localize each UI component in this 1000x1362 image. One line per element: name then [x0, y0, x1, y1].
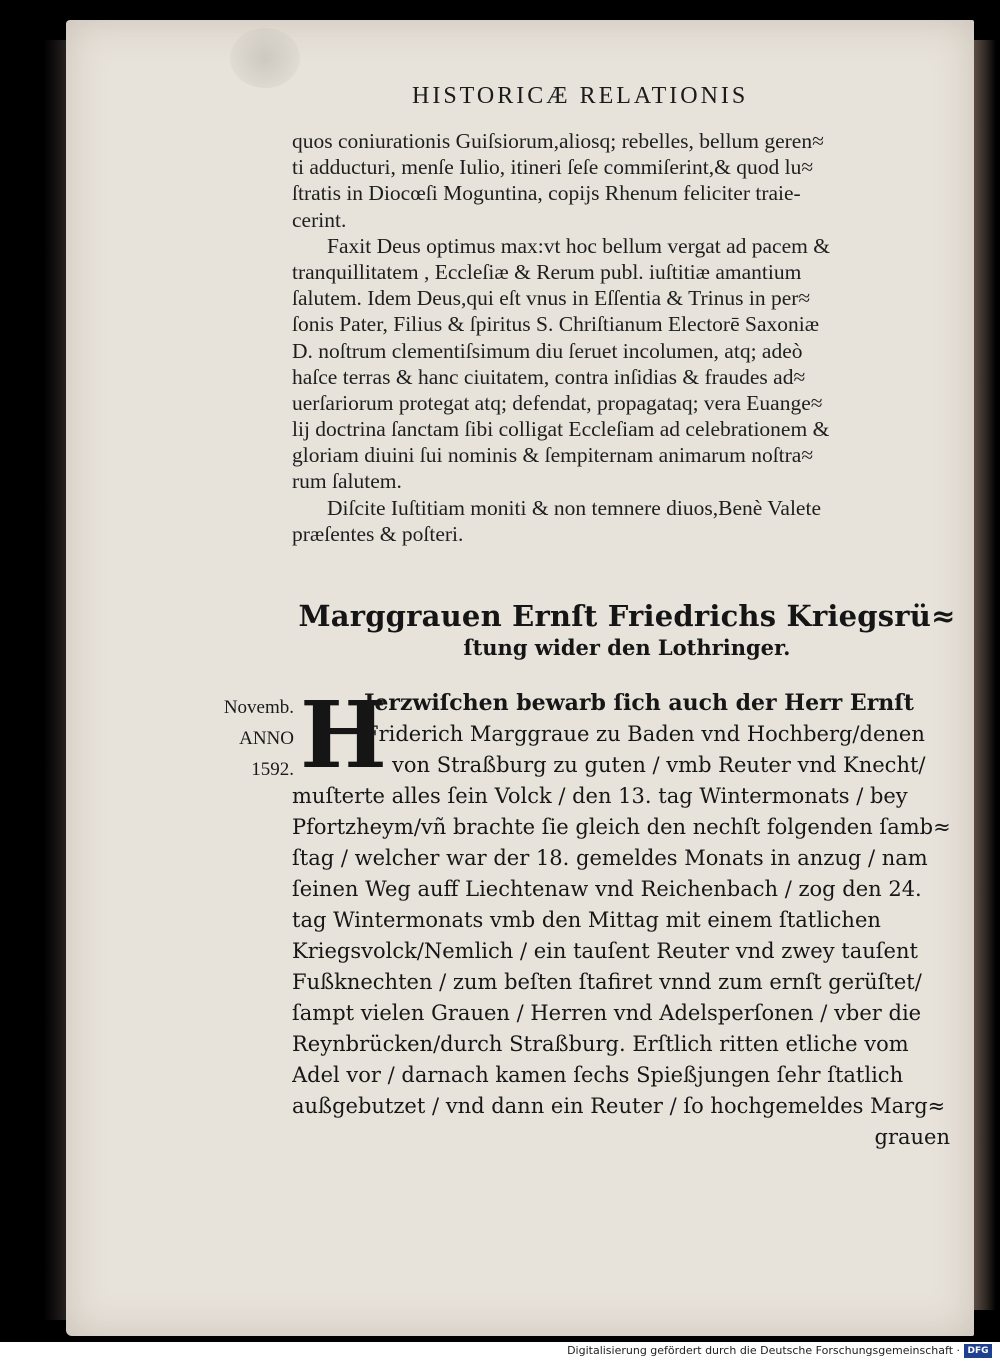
text-line: außgebutzet / vnd dann ein Reuter / ſo hochgemeldes Marg≈ [292, 1094, 946, 1118]
text-line: cerint. [292, 207, 347, 232]
section-heading [292, 598, 962, 662]
text-line: ſtratis in Diocœſi Moguntina, copijs Rhenum feliciter traie- [292, 181, 801, 206]
text-line: ti adducturi, menſe Iulio, itineri ſeſe commiſerint,& quod lu≈ [292, 155, 814, 180]
footer-bar [0, 1342, 1000, 1362]
heading-line-1: Marggrauen Ernſt Friedrichs Kriegsrü≈ [298, 599, 956, 633]
german-text-block [292, 681, 962, 1153]
margin-anno: ANNO [239, 728, 294, 749]
text-line: ſampt vielen Grauen / Herren vnd Adelsperſonen / vber die [292, 1001, 922, 1025]
text-line: muſterte alles ſein Volck / den 13. tag Wintermonats / bey [292, 784, 908, 808]
text-line: Diſcite Iuſtitiam moniti & non temnere diuos,Benè Valete [327, 495, 821, 520]
text-line: Kriegsvolck/Nemlich / ein tauſent Reuter vnd zwey tauſent [292, 939, 918, 963]
text-line: von Straßburg zu guten / vmb Reuter vnd Knecht/ [392, 753, 926, 777]
text-line: Adel vor / darnach kamen ſechs Spießjungen ſehr ſtatlich [292, 1063, 904, 1087]
text-line: rum ſalutem. [292, 469, 402, 494]
text-line: uerſariorum protegat atq; defendat, propagataq; vera Euange≈ [292, 390, 823, 415]
text-line: haſce terras & hanc ciuitatem, contra inſidias & fraudes ad≈ [292, 364, 806, 389]
page-left-edge [44, 40, 66, 1320]
text-line: ſalutem. Idem Deus,qui eſt vnus in Eſſentia & Trinus in per≈ [292, 286, 811, 311]
text-line: tranquillitatem , Eccleſiæ & Rerum publ. iuſtitiæ amantium [292, 259, 802, 284]
dfg-logo: DFG [964, 1344, 992, 1358]
text-line: lij doctrina ſanctam ſibi colligat Eccleſiam ad celebrationem & [292, 417, 830, 442]
text-line: Fußknechten / zum beſten ſtafiret vnnd zum ernſt gerüſtet/ [292, 970, 922, 994]
margin-year: 1592. [251, 759, 294, 780]
text-line: Friderich Marggraue zu Baden vnd Hochberg/denen [364, 722, 925, 746]
text-line: ſtag / welcher war der 18. gemeldes Monats in anzug / nam [292, 846, 928, 870]
text-line: ſonis Pater, Filius & ſpiritus S. Chriſtianum Electorē Saxoniæ [292, 312, 820, 337]
funding-notice: Digitalisierung gefördert durch die Deutsche Forschungsgemeinschaft · [567, 1344, 960, 1357]
text-line: tag Wintermonats vmb den Mittag mit einem ſtatlichen [292, 908, 881, 932]
decorated-initial: H [300, 681, 387, 789]
page-right-edge [974, 40, 996, 1310]
margin-month: Novemb. [223, 697, 294, 718]
heading-line-2: ſtung wider den Lothringer. [463, 635, 791, 660]
text-line: Jerzwiſchen bewarb ſich auch der Herr Ernſt [364, 690, 914, 716]
text-line: D. noſtrum clementiſsimum diu ſeruet incolumen, atq; adeò [292, 338, 803, 363]
text-line: præſentes & poſteri. [292, 521, 464, 546]
margin-note [224, 692, 294, 785]
paper-stain [230, 28, 300, 88]
running-head: HISTORICÆ RELATIONIS [412, 83, 749, 109]
text-line: Reynbrücken/durch Straßburg. Erſtlich ritten etliche vom [292, 1032, 909, 1056]
text-line: ſeinen Weg auff Liechtenaw vnd Reichenbach / zog den 24. [292, 877, 922, 901]
text-line: quos coniurationis Guiſsiorum,aliosq; rebelles, bellum geren≈ [292, 129, 824, 153]
catchword: grauen [874, 1125, 950, 1149]
text-line: gloriam diuini ſui nominis & ſempiternam animarum noſtra≈ [292, 443, 814, 468]
text-line: Faxit Deus optimus max:vt hoc bellum vergat ad pacem & [327, 233, 830, 258]
text-line: Pfortzheym/vñ brachte ſie gleich den nechſt folgenden ſamb≈ [292, 815, 951, 839]
latin-text-block [292, 128, 962, 547]
